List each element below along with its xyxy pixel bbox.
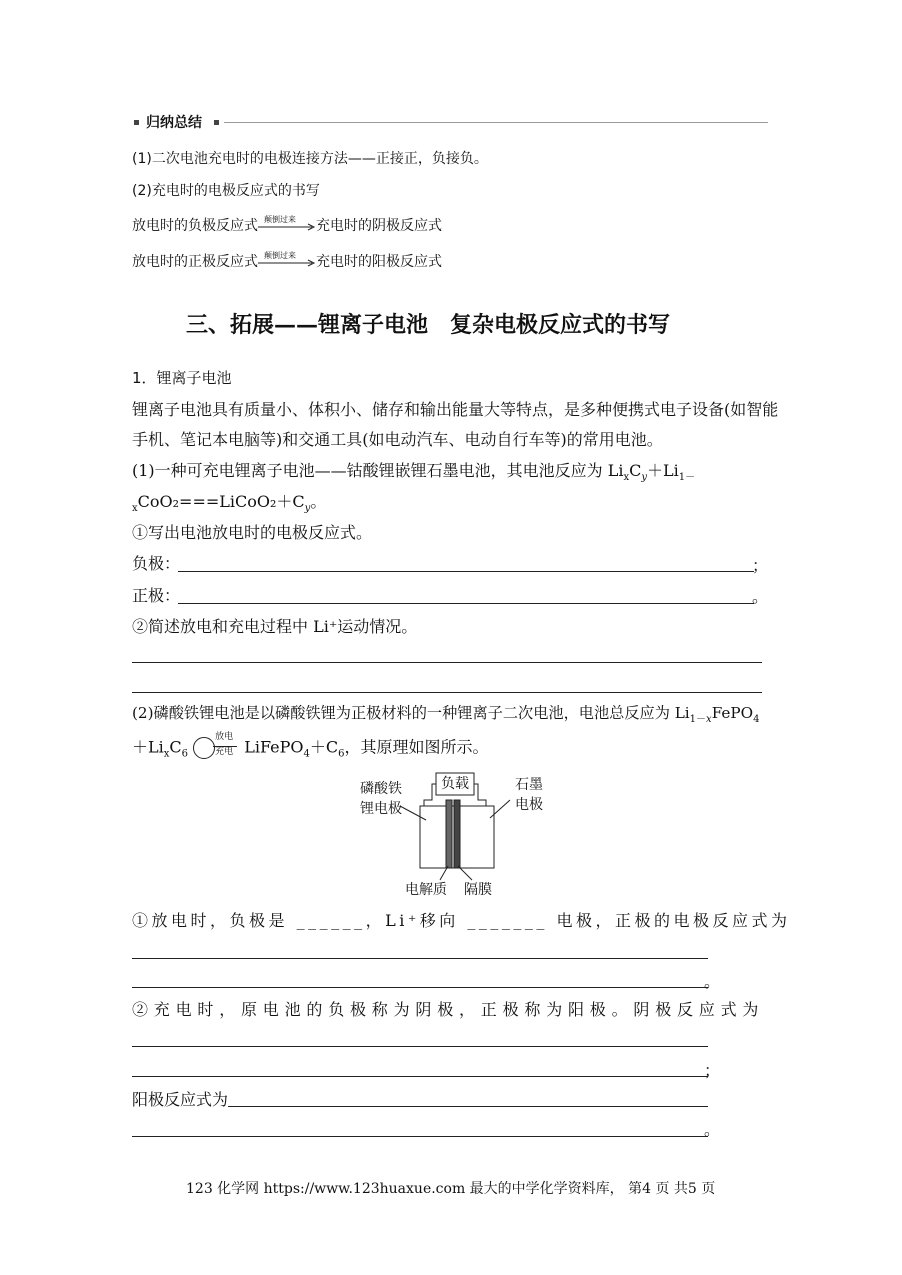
negative-electrode-label: 负极： (132, 554, 181, 573)
intro-line-2: 手机、笔记本电脑等)和交通工具(如电动汽车、电动自行车等)的常用电池。 (132, 430, 663, 449)
row1-arrow-label: 颠倒过来 (264, 215, 296, 224)
answer-line[interactable] (132, 662, 762, 663)
summary-row1 (132, 215, 442, 237)
q1-task-1: ①写出电池放电时的电极反应式。 (132, 523, 373, 542)
right-label-2: 电极 (515, 797, 543, 813)
answer-line[interactable] (228, 1106, 708, 1107)
answer-line[interactable] (132, 692, 762, 693)
summary-heading: 归纳总结 (146, 115, 202, 131)
electrolyte-label: 电解质 (405, 882, 447, 898)
positive-electrode-label: 正极： (132, 586, 181, 605)
answer-line[interactable] (132, 987, 708, 988)
answer-line[interactable] (132, 1076, 708, 1077)
row1-right: 充电时的阴极反应式 (316, 218, 442, 234)
answer-line[interactable] (132, 958, 708, 959)
header-rule (224, 122, 768, 123)
load-label: 负载 (441, 776, 469, 792)
q2-line-1: (2)磷酸铁锂电池是以磷酸铁锂为正极材料的一种锂离子二次电池，电池总反应为 $Li_{1-x}FePO_4$ (132, 704, 760, 726)
section-title: 三、拓展——锂离子电池 复杂电极反应式的书写 (186, 312, 671, 338)
row1-left: 放电时的负极反应式 (132, 218, 258, 234)
left-label-2: 锂电极 (360, 801, 402, 817)
answer-line[interactable] (132, 1136, 708, 1137)
right-arrow-icon (258, 251, 316, 269)
summary-p2: (2)充电时的电极反应式的书写 (132, 183, 320, 199)
q1-task-2: ②简述放电和充电过程中 Li⁺运动情况。 (132, 617, 418, 636)
discharge-label: 放电 (215, 732, 234, 742)
semicolon: ； (704, 1061, 721, 1080)
q2-line-2: $+Li_xC_6$ 放电 充电 $LiFePO_4+C_6$，其原理如图所示。 (132, 732, 489, 760)
summary-header (132, 112, 768, 134)
left-label-1: 磷酸铁 (360, 781, 402, 797)
subheading-lithium-battery: 1．锂离子电池 (132, 369, 232, 387)
period: 。 (752, 587, 769, 606)
right-label-1: 石墨 (515, 777, 543, 793)
reversible-arrow-icon (193, 732, 239, 761)
separator-label: 隔膜 (464, 882, 492, 898)
row2-arrow-label: 颠倒过来 (264, 251, 296, 260)
page-footer: 123 化学网 https://www.123huaxue.com 最大的中学化学资料库， 第4 页 共5 页 (186, 1181, 716, 1197)
row2-right: 充电时的阳极反应式 (316, 254, 442, 270)
period: 。 (704, 1120, 721, 1139)
q2-task-2: ②充电时，原电池的负极称为阴极，正极称为阳极。阴极反应式为 (132, 1000, 765, 1019)
anode-label: 阳极反应式为 (132, 1090, 229, 1109)
intro-line-1: 锂离子电池具有质量小、体积小、储存和输出能量大等特点，是多种便携式电子设备(如智能 (132, 400, 779, 419)
period: 。 (704, 972, 721, 991)
row2-left: 放电时的正极反应式 (132, 254, 258, 270)
q2-task-1: ①放电时，负极是 ______，Li⁺移向 _______ 电极，正极的电极反应式为 (132, 911, 791, 930)
answer-line[interactable] (178, 571, 754, 572)
q1-line-2: $_xCoO_2===LiCoO_2+C_y$。 (132, 492, 327, 515)
summary-row2 (132, 251, 442, 273)
square-bullet-icon (134, 120, 139, 125)
answer-line[interactable] (178, 603, 754, 604)
semicolon: ； (752, 556, 769, 575)
summary-p1: (1)二次电池充电时的电极连接方法——正接正，负接负。 (132, 151, 488, 167)
square-bullet-icon (214, 120, 219, 125)
q1-line-1: (1)一种可充电锂离子电池——钴酸锂嵌锂石墨电池，其电池反应为 $Li_xC_y+Li_{1-}$ (132, 461, 696, 484)
right-arrow-icon (258, 215, 316, 233)
battery-diagram (350, 770, 560, 902)
charge-label: 充电 (215, 747, 234, 757)
answer-line[interactable] (132, 1046, 708, 1047)
